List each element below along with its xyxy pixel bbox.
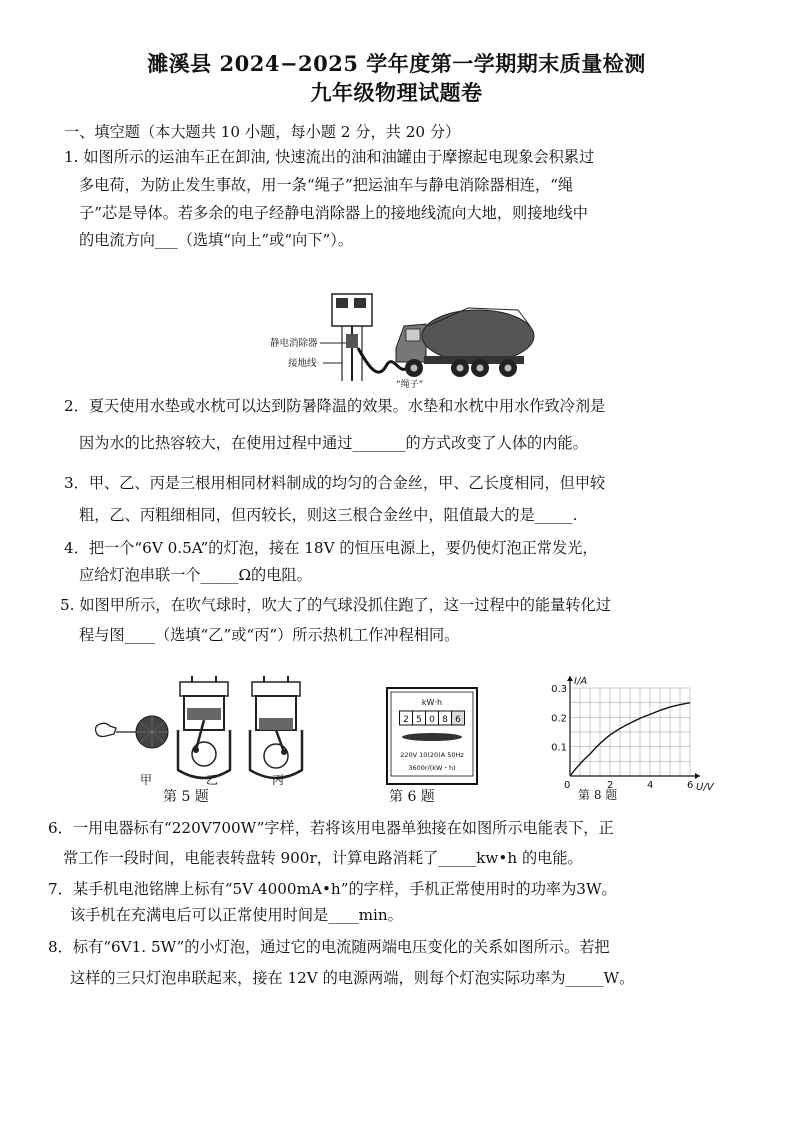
label-yi: 乙 xyxy=(206,773,219,787)
q3-line1: 3．甲、乙、丙是三根用相同材料制成的均匀的合金丝，甲、乙长度相同，但甲较 xyxy=(64,474,606,492)
q2-line1: 2．夏天使用水垫或水枕可以达到防暑降温的效果。水垫和水枕中用水作致冷剂是 xyxy=(64,397,606,415)
meter-rating: 220V 10(20)A 50Hz xyxy=(400,751,464,759)
q8-line2: 这样的三只灯泡串联起来，接在 12V 的电源两端，则每个灯泡实际功率为_____W。 xyxy=(70,969,635,987)
chart-y-arrow xyxy=(567,676,573,681)
meter-revolutions: 3600r/(kW・h) xyxy=(408,764,456,772)
label-rope: “绳子” xyxy=(396,380,424,390)
chart-ylabel: I/A xyxy=(574,676,588,687)
caption-q6: 第 6 题 xyxy=(389,789,435,805)
q7-line2: 该手机在充满电后可以正常使用时间是____min。 xyxy=(70,906,403,924)
chart-x-tick: 4 xyxy=(647,780,654,791)
caption-q5: 第 5 题 xyxy=(163,789,209,805)
page-title: 濉溪县 2024−2025 学年度第一学期期末质量检测 xyxy=(147,51,646,76)
engine-figure xyxy=(92,672,312,790)
q2-line2: 因为水的比热容较大，在使用过程中通过_______的方式改变了人体的内能。 xyxy=(79,434,588,452)
engine-bing xyxy=(250,676,302,778)
label-eliminator: 静电消除器 xyxy=(270,338,318,349)
q1-line3: 子”芯是导体。若多余的电子经静电消除器上的接地线流向大地，则接地线中 xyxy=(79,204,588,222)
iu-chart xyxy=(546,670,714,794)
meter-digit: 0 xyxy=(429,715,435,725)
label-bing: 丙 xyxy=(272,773,285,787)
chart-x-arrow xyxy=(695,773,700,779)
q4-line1: 4．把一个“6V 0.5A”的灯泡，接在 18V 的恒压电源上，要仍使灯泡正常发光， xyxy=(64,539,598,557)
q7-line1: 7．某手机电池铭牌上标有“5V 4000mA•h”的字样，手机正常使用时的功率为3W。 xyxy=(48,880,617,898)
chart-x-tick: 2 xyxy=(607,780,614,791)
meter-digit: 5 xyxy=(416,715,422,725)
q1-line1: 1. 如图所示的运油车正在卸油, 快速流出的油和油罐由于摩擦起电现象会积累过 xyxy=(64,148,595,166)
chart-y-tick: 0.3 xyxy=(551,684,567,695)
q1-line2: 多电荷，为防止发生事故，用一条“绳子”把运油车与静电消除器相连，“绳 xyxy=(79,176,574,194)
q8-line1: 8．标有“6V1. 5W”的小灯泡，通过它的电流随两端电压变化的关系如图所示。若把 xyxy=(48,938,610,956)
tanker-figure xyxy=(268,286,533,391)
meter-unit: kW·h xyxy=(421,698,443,707)
q1-line4: 的电流方向___（选填“向上”或“向下”）。 xyxy=(79,231,354,249)
meter-disc xyxy=(402,733,462,741)
chart-x-tick: 0 xyxy=(564,780,571,791)
balloon-figure xyxy=(96,716,169,748)
q6-line2: 常工作一段时间，电能表转盘转 900r，计算电路消耗了_____kw•h 的电能。 xyxy=(63,849,583,867)
meter-digit: 2 xyxy=(403,715,409,725)
label-ground-wire: 接地线 xyxy=(288,358,317,369)
chart-y-tick: 0.2 xyxy=(551,713,567,725)
chart-x-tick: 6 xyxy=(687,780,694,791)
q6-line1: 6．一用电器标有“220V700W”字样，若将该用电器单独接在如图所示电能表下，正 xyxy=(48,819,614,837)
page-subtitle: 九年级物理试题卷 xyxy=(310,80,483,105)
chart-xlabel: U/V xyxy=(696,782,714,793)
meter-digit: 6 xyxy=(455,715,461,725)
q4-line2: 应给灯泡串联一个_____Ω的电阻。 xyxy=(79,566,312,584)
q3-line2: 粗，乙、丙粗细相同，但丙较长，则这三根合金丝中，阻值最大的是_____. xyxy=(79,506,578,524)
q5-line2: 程与图____（选填“乙”或“丙”）所示热机工作冲程相同。 xyxy=(79,626,460,644)
engine-yi xyxy=(178,676,230,778)
caption-q8: 第 8 题 xyxy=(578,788,618,802)
energy-meter xyxy=(386,687,478,785)
label-jia: 甲 xyxy=(140,773,153,787)
meter-digit: 8 xyxy=(442,715,448,725)
section-heading: 一、填空题（本大题共 10 小题，每小题 2 分，共 20 分） xyxy=(64,123,461,141)
chart-y-tick: 0.1 xyxy=(551,742,567,754)
q5-line1: 5. 如图甲所示，在吹气球时，吹大了的气球没抓住跑了，这一过程中的能量转化过 xyxy=(60,596,611,614)
